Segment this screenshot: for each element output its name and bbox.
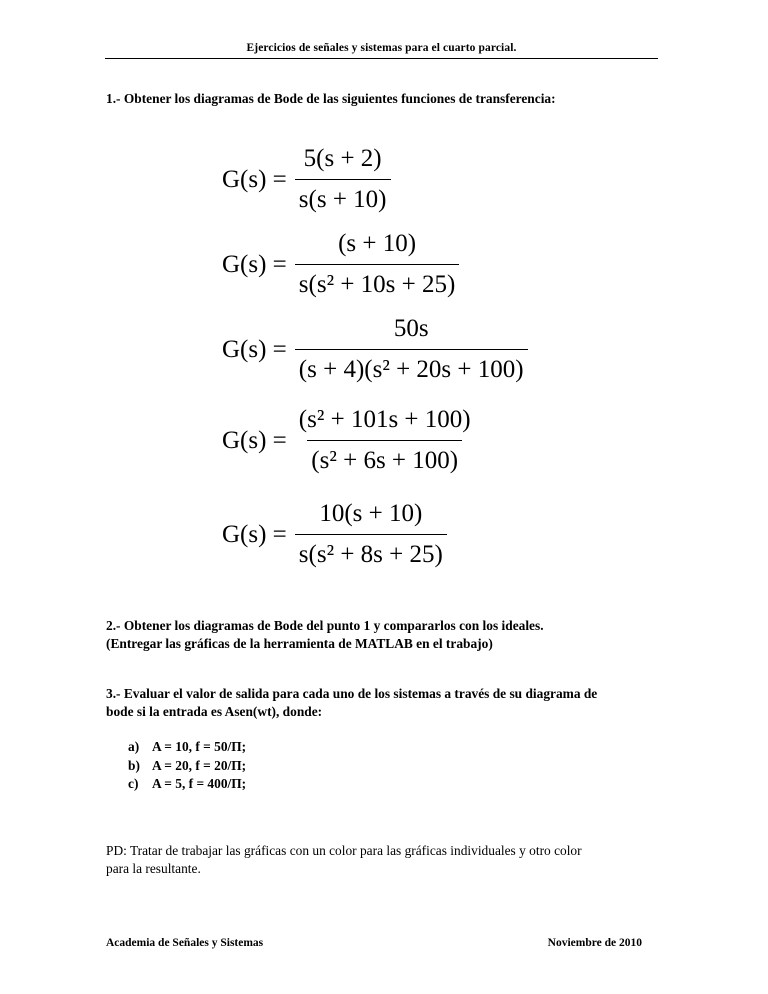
- equation-numerator: 10(s + 10): [319, 500, 423, 527]
- equation-denominator: (s + 4)(s² + 20s + 100): [295, 349, 528, 386]
- equation-numerator: (s² + 101s + 100): [298, 406, 471, 433]
- equation-lhs: G(s) =: [222, 165, 287, 193]
- equation-numerator: 5(s + 2): [303, 145, 382, 172]
- equation-fraction: [295, 498, 447, 571]
- header-title: Ejercicios de señales y sistemas para el cuarto parcial.: [246, 42, 517, 54]
- option-item: [128, 757, 246, 776]
- question-1: 1.- Obtener los diagramas de Bode de las siguientes funciones de transferencia:: [106, 91, 556, 106]
- option-text: A = 20, f = 20/Π;: [152, 757, 247, 773]
- pd-note-line-2: para la resultante.: [106, 861, 201, 876]
- equation-fraction: [295, 143, 391, 216]
- footer-date: Noviembre de 2010: [547, 937, 642, 949]
- option-item: [128, 775, 246, 794]
- question-3: [106, 685, 666, 721]
- option-label: a): [128, 739, 140, 754]
- equation-lhs: G(s) =: [222, 520, 287, 548]
- question-2-line-1: 2.- Obtener los diagramas de Bode del punto 1 y compararlos con los ideales.: [106, 618, 544, 633]
- equation-denominator: (s² + 6s + 100): [307, 440, 462, 477]
- option-item: [128, 738, 246, 757]
- equation-lhs: G(s) =: [222, 335, 287, 363]
- question-3-line-2: bode si la entrada es Asen(wt), donde:: [106, 704, 323, 719]
- options-list: [128, 738, 246, 794]
- question-2: [106, 617, 666, 653]
- option-label: c): [128, 776, 139, 791]
- option-text: A = 5, f = 400/Π;: [152, 776, 247, 791]
- pd-note-line-1: PD: Tratar de trabajar las gráficas con un color para las gráficas individuales y otro color: [106, 843, 582, 858]
- equation-2: [222, 228, 459, 301]
- equation-denominator: s(s² + 10s + 25): [295, 264, 460, 301]
- equation-numerator: 50s: [393, 315, 429, 342]
- equation-1: [222, 143, 391, 216]
- question-2-line-2: (Entregar las gráficas de la herramienta de MATLAB en el trabajo): [106, 636, 493, 651]
- equation-5: [222, 498, 447, 571]
- footer-academy: Academia de Señales y Sistemas: [106, 937, 264, 949]
- equation-3: [222, 313, 528, 386]
- equation-fraction: [295, 228, 460, 301]
- equation-4: [222, 404, 475, 477]
- equation-fraction: [295, 313, 528, 386]
- equation-numerator: (s + 10): [338, 230, 417, 257]
- equation-fraction: [295, 404, 475, 477]
- header-rule: [105, 58, 658, 59]
- equation-denominator: s(s² + 8s + 25): [295, 534, 447, 571]
- equation-denominator: s(s + 10): [295, 179, 391, 216]
- equation-lhs: G(s) =: [222, 426, 287, 454]
- option-text: A = 10, f = 50/Π;: [152, 739, 247, 754]
- question-3-line-1: 3.- Evaluar el valor de salida para cada uno de los sistemas a través de su diagrama de: [106, 686, 598, 701]
- pd-note: [106, 842, 666, 878]
- option-label: b): [128, 757, 140, 773]
- equation-lhs: G(s) =: [222, 250, 287, 278]
